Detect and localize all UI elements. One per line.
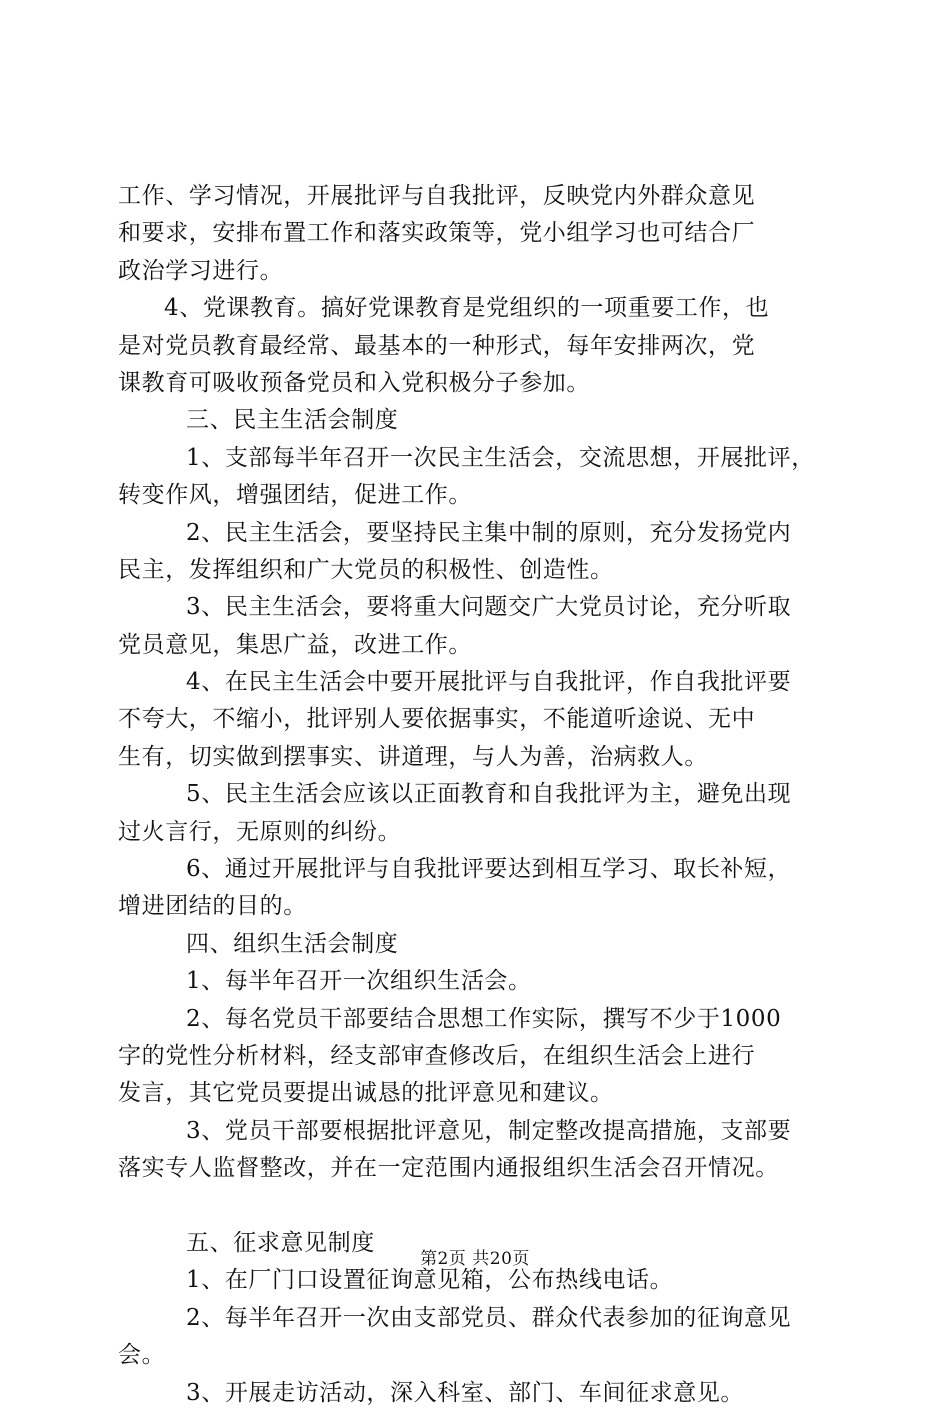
- text-line: 转变作风，增强团结，促进工作。: [118, 482, 472, 509]
- text-line: 3、开展走访活动，深入科室、部门、车间征求意见。: [186, 1379, 745, 1406]
- text-line: 5、民主生活会应该以正面教育和自我批评为主，避免出现: [186, 781, 792, 808]
- text-line: 党员意见，集思广益，改进工作。: [118, 631, 472, 658]
- text-line: 4、在民主生活会中要开展批评与自我批评，作自我批评要: [186, 669, 792, 696]
- text-line: 落实专人监督整改，并在一定范围内通报组织生活会召开情况。: [118, 1155, 779, 1182]
- text-line: 生有，切实做到摆事实、讲道理，与人为善，治病救人。: [118, 743, 708, 770]
- text-line: 会。: [118, 1342, 166, 1369]
- text-line: 1、支部每半年召开一次民主生活会，交流思想，开展批评，: [186, 444, 815, 471]
- text-line: 2、每半年召开一次由支部党员、群众代表参加的征询意见: [186, 1304, 792, 1331]
- text-line: 过火言行，无原则的纠纷。: [118, 818, 402, 845]
- text-line: 4、党课教育。搞好党课教育是党组织的一项重要工作，也: [164, 295, 770, 322]
- text-line: 2、民主生活会，要坚持民主集中制的原则，充分发扬党内: [186, 519, 792, 546]
- text-line: 是对党员教育最经常、最基本的一种形式，每年安排两次，党: [118, 332, 756, 359]
- text-line: 不夸大，不缩小，批评别人要依据事实，不能道听途说、无中: [118, 706, 756, 733]
- text-line: 3、党员干部要根据批评意见，制定整改提高措施，支部要: [186, 1117, 792, 1144]
- text-line: 字的党性分析材料，经支部审查修改后，在组织生活会上进行: [118, 1042, 756, 1069]
- text-line: 政治学习进行。: [118, 257, 284, 284]
- text-line: 3、民主生活会，要将重大问题交广大党员讨论，充分听取: [186, 594, 792, 621]
- text-line: 1、在厂门口设置征询意见箱，公布热线电话。: [186, 1267, 674, 1294]
- text-line: 1、每半年召开一次组织生活会。: [186, 968, 532, 995]
- section-heading: 三、民主生活会制度: [186, 407, 399, 434]
- section-heading: 四、组织生活会制度: [186, 930, 399, 957]
- text-line: 发言，其它党员要提出诚恳的批评意见和建议。: [118, 1080, 614, 1107]
- text-line: 和要求，安排布置工作和落实政策等，党小组学习也可结合厂: [118, 220, 756, 247]
- text-line: 增进团结的目的。: [118, 893, 307, 920]
- section-heading: 五、征求意见制度: [186, 1229, 375, 1256]
- document-body: [118, 178, 838, 1412]
- text-line: 课教育可吸收预备党员和入党积极分子参加。: [118, 369, 590, 396]
- text-line: 民主，发挥组织和广大党员的积极性、创造性。: [118, 556, 614, 583]
- page-number: 第2页 共20页: [420, 1249, 530, 1269]
- text-line: 工作、学习情况，开展批评与自我批评，反映党内外群众意见: [118, 183, 756, 209]
- text-line: 6、通过开展批评与自我批评要达到相互学习、取长补短，: [186, 856, 792, 883]
- text-line: 2、每名党员干部要结合思想工作实际，撰写不少于1000: [186, 1005, 782, 1032]
- paragraph-gap: [118, 1188, 838, 1225]
